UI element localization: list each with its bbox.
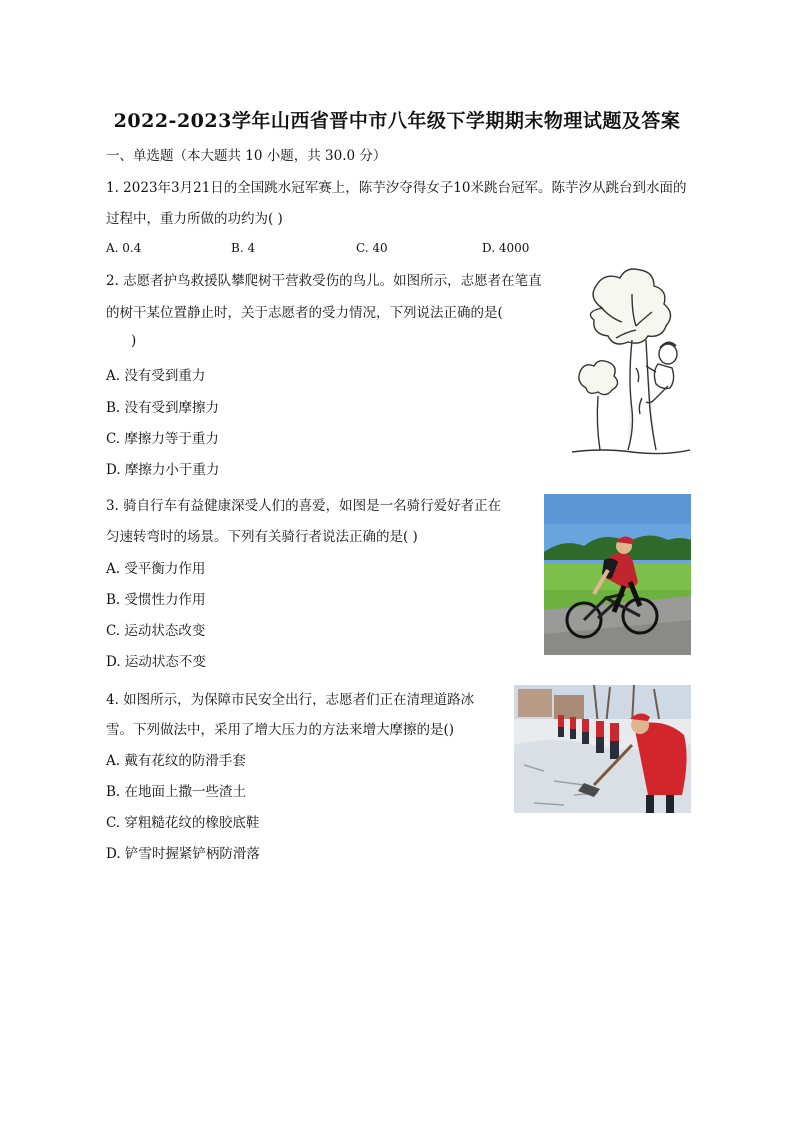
- q3-option-a[interactable]: A. 受平衡力作用: [106, 561, 206, 577]
- page-title: 2022-2023学年山西省晋中市八年级下学期期末物理试题及答案: [113, 110, 681, 132]
- q4-stem-line1: 4. 如图所示，为保障市民安全出行，志愿者们正在清理道路冰: [106, 692, 475, 708]
- q3-option-d[interactable]: D. 运动状态不变: [106, 654, 206, 670]
- q4-option-c[interactable]: C. 穿粗糙花纹的橡胶底鞋: [106, 815, 260, 831]
- q1-option-d[interactable]: D. 4000: [482, 241, 530, 255]
- q4-option-b[interactable]: B. 在地面上撒一些渣土: [106, 784, 247, 800]
- q1-stem-line2: 过程中，重力所做的功约为( ): [106, 211, 283, 227]
- q4-option-d[interactable]: D. 铲雪时握紧铲柄防滑落: [106, 846, 260, 862]
- q2-option-d[interactable]: D. 摩擦力小于重力: [106, 462, 220, 478]
- q3-stem-line2: 匀速转弯时的场景。下列有关骑行者说法正确的是( ): [106, 529, 418, 545]
- tree-climber-illustration: [572, 268, 690, 458]
- q1-stem-line1: 1. 2023年3月21日的全国跳水冠军赛上，陈芋汐夺得女子10米跳台冠军。陈芋汐从跳台到水面的: [106, 180, 687, 196]
- q3-stem-line1: 3. 骑自行车有益健康深受人们的喜爱，如图是一名骑行爱好者正在: [106, 498, 502, 514]
- q1-option-c[interactable]: C. 40: [356, 241, 388, 255]
- q1-option-b[interactable]: B. 4: [231, 241, 256, 255]
- q2-stem-line1: 2. 志愿者护鸟救援队攀爬树干营救受伤的鸟儿。如图所示，志愿者在笔直: [106, 273, 542, 289]
- q2-option-c[interactable]: C. 摩擦力等于重力: [106, 431, 219, 447]
- section-heading: 一、单选题（本大题共 10 小题，共 30.0 分）: [106, 148, 387, 164]
- q3-option-b[interactable]: B. 受惯性力作用: [106, 592, 206, 608]
- q2-stem-line2: 的树干某位置静止时，关于志愿者的受力情况，下列说法正确的是(: [106, 305, 503, 321]
- q2-option-b[interactable]: B. 没有受到摩擦力: [106, 400, 220, 416]
- q2-stem-line3: ): [131, 333, 137, 349]
- q4-stem-line2: 雪。下列做法中，采用了增大压力的方法来增大摩擦的是(): [106, 722, 455, 738]
- q4-option-a[interactable]: A. 戴有花纹的防滑手套: [106, 753, 246, 769]
- q3-option-c[interactable]: C. 运动状态改变: [106, 623, 206, 639]
- q1-option-a[interactable]: A. 0.4: [106, 241, 142, 255]
- cyclist-photo: [544, 494, 691, 655]
- snow-clearing-photo: [514, 685, 691, 813]
- q2-option-a[interactable]: A. 没有受到重力: [106, 368, 206, 384]
